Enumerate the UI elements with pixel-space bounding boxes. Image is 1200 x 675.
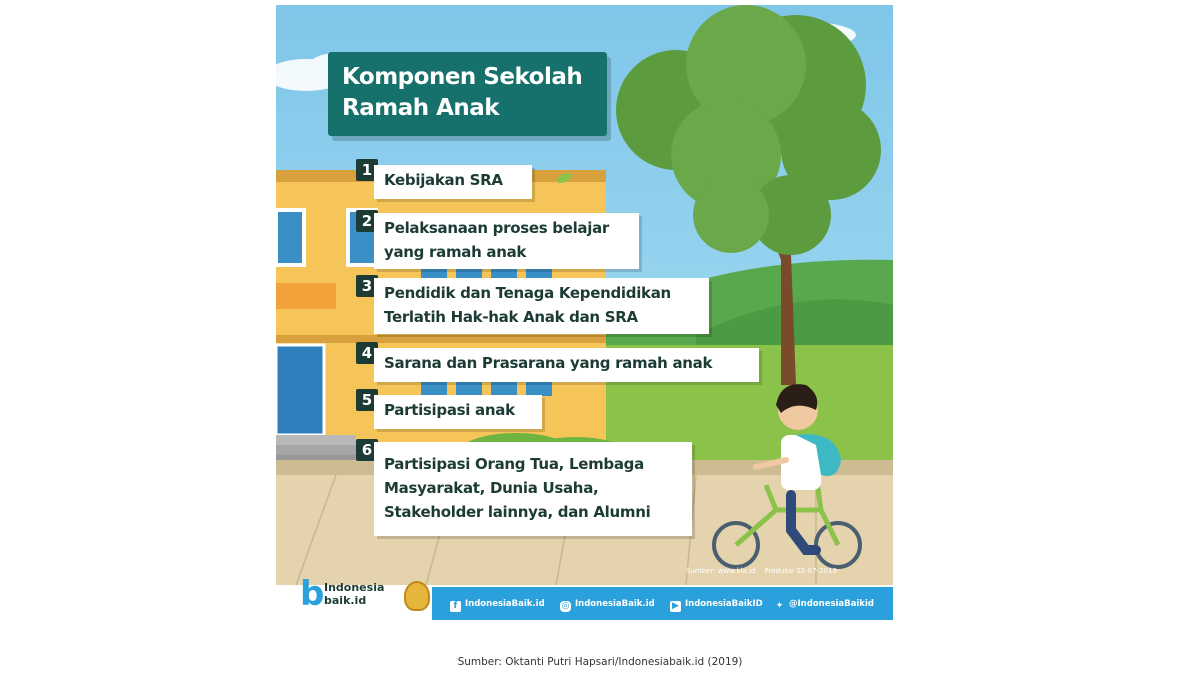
produced-text: Produksi 02-07-2019 <box>764 567 837 575</box>
social-bar <box>432 587 893 620</box>
logo-mark-icon: b <box>300 574 325 614</box>
item-number-1: 1 <box>356 159 378 181</box>
youtube-icon: ▶ <box>670 601 681 612</box>
instagram-icon: ◎ <box>561 601 570 611</box>
title-box <box>328 52 607 136</box>
poster-title: Komponen Sekolah Ramah Anak <box>342 64 583 121</box>
item-text-6: Partisipasi Orang Tua, Lembaga Masyarakat, Dunia Usaha, Stakeholder lainnya, dan Alumni <box>374 442 692 536</box>
twitter-handle[interactable]: ✦ @IndonesiaBaikid <box>775 599 874 611</box>
item-number-5: 5 <box>356 389 378 411</box>
twitter-icon: ✦ <box>775 601 784 611</box>
facebook-icon: f <box>450 601 461 612</box>
instagram-handle[interactable]: ◎ IndonesiaBaik.id <box>561 599 655 611</box>
infographic-poster <box>276 5 893 620</box>
item-text-2: Pelaksanaan proses belajar yang ramah anak <box>374 213 639 269</box>
logo-text: Indonesia baik.id <box>324 581 385 607</box>
item-text-3: Pendidik dan Tenaga Kependidikan Terlatih Hak-hak Anak dan SRA <box>374 278 709 334</box>
item-text-5: Partisipasi anak <box>374 395 542 429</box>
item-number-2: 2 <box>356 210 378 232</box>
source-note <box>686 567 837 575</box>
item-number-4: 4 <box>356 342 378 364</box>
image-caption: Sumber: Oktanti Putri Hapsari/Indonesiabaik.id (2019) <box>457 656 743 668</box>
item-text-4: Sarana dan Prasarana yang ramah anak <box>374 348 759 382</box>
source-text: Sumber: www.kla.id <box>686 567 756 575</box>
award-badge-icon <box>404 581 430 611</box>
indonesiabaik-logo <box>294 571 434 620</box>
youtube-handle[interactable]: ▶ IndonesiaBaikID <box>670 596 763 612</box>
item-number-6: 6 <box>356 439 378 461</box>
item-text-1: Kebijakan SRA <box>374 165 532 199</box>
facebook-handle[interactable]: f IndonesiaBaik.id <box>450 596 545 612</box>
item-number-3: 3 <box>356 275 378 297</box>
